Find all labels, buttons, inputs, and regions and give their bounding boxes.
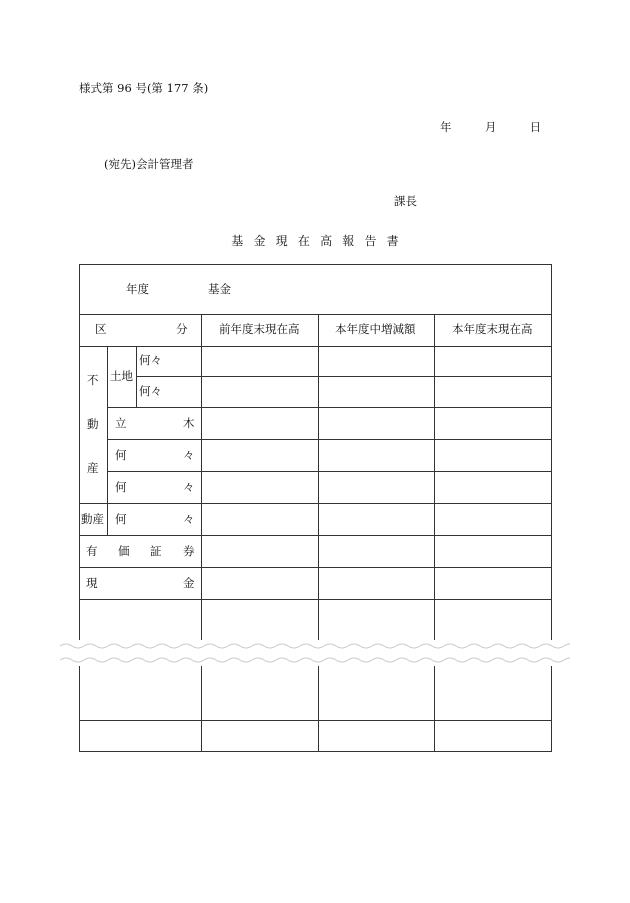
real-estate-char-3: 産 xyxy=(87,461,99,475)
category-header-2: 分 xyxy=(176,322,188,336)
table-border-top xyxy=(79,264,552,265)
date-row xyxy=(440,119,541,135)
fund-label: 基金 xyxy=(208,282,231,296)
other-item-2b: 々 xyxy=(183,480,195,494)
category-header-1: 区 xyxy=(95,322,107,336)
date-day-label: 日 xyxy=(529,120,542,134)
table-border-left xyxy=(79,264,80,752)
movable-item-b: 々 xyxy=(183,512,195,526)
cash-char-2: 金 xyxy=(183,576,195,590)
table-line-other1 xyxy=(107,471,552,472)
table-line-land-end xyxy=(107,407,552,408)
other-item-2a: 何 xyxy=(115,480,127,494)
table-line-movable xyxy=(79,535,552,536)
securities-char-3: 証 xyxy=(150,544,162,558)
land-item-2: 何々 xyxy=(139,384,162,398)
date-month-label: 月 xyxy=(484,120,497,134)
omission-break xyxy=(60,640,570,666)
prev-year-header: 前年度末現在高 xyxy=(219,322,300,336)
real-estate-char-2: 動 xyxy=(87,417,99,431)
form-number: 様式第 96 号(第 177 条) xyxy=(79,81,209,95)
timber-char-1: 立 xyxy=(115,416,127,430)
securities-char-4: 券 xyxy=(183,544,195,558)
table-realestate-line xyxy=(107,346,108,536)
table-line-realestate-end xyxy=(79,503,552,504)
addressee: (宛先)会計管理者 xyxy=(104,157,194,171)
table-line-header xyxy=(79,314,552,315)
real-estate-char-1: 不 xyxy=(87,373,99,387)
table-line-cash xyxy=(79,599,552,600)
omission-wave-icon xyxy=(60,640,570,666)
securities-char-2: 価 xyxy=(118,544,130,558)
table-border-right xyxy=(551,264,552,752)
fiscal-year-label: 年度 xyxy=(126,282,149,296)
table-line-land xyxy=(136,376,552,377)
date-year-label: 年 xyxy=(440,120,452,134)
movable-label: 動産 xyxy=(81,512,104,526)
table-land-line xyxy=(136,346,137,408)
sender-title: 課長 xyxy=(394,194,417,208)
timber-char-2: 木 xyxy=(183,416,195,430)
table-col-line-1 xyxy=(201,314,202,752)
land-item-1: 何々 xyxy=(139,353,162,367)
cash-char-1: 現 xyxy=(86,576,98,590)
securities-char-1: 有 xyxy=(86,544,98,558)
other-item-1a: 何 xyxy=(115,448,127,462)
movable-item-a: 何 xyxy=(115,512,127,526)
table-col-line-3 xyxy=(434,314,435,752)
other-item-1b: 々 xyxy=(183,448,195,462)
change-header: 本年度中増減額 xyxy=(335,322,416,336)
table-col-line-2 xyxy=(318,314,319,752)
current-header: 本年度末現在高 xyxy=(452,322,533,336)
table-line-lower xyxy=(79,720,552,721)
document-title: 基金現在高報告書 xyxy=(231,234,409,248)
land-label: 土地 xyxy=(110,369,133,383)
table-border-bottom xyxy=(79,751,552,752)
table-line-colhead xyxy=(79,346,552,347)
table-line-timber xyxy=(107,439,552,440)
table-line-securities xyxy=(79,567,552,568)
